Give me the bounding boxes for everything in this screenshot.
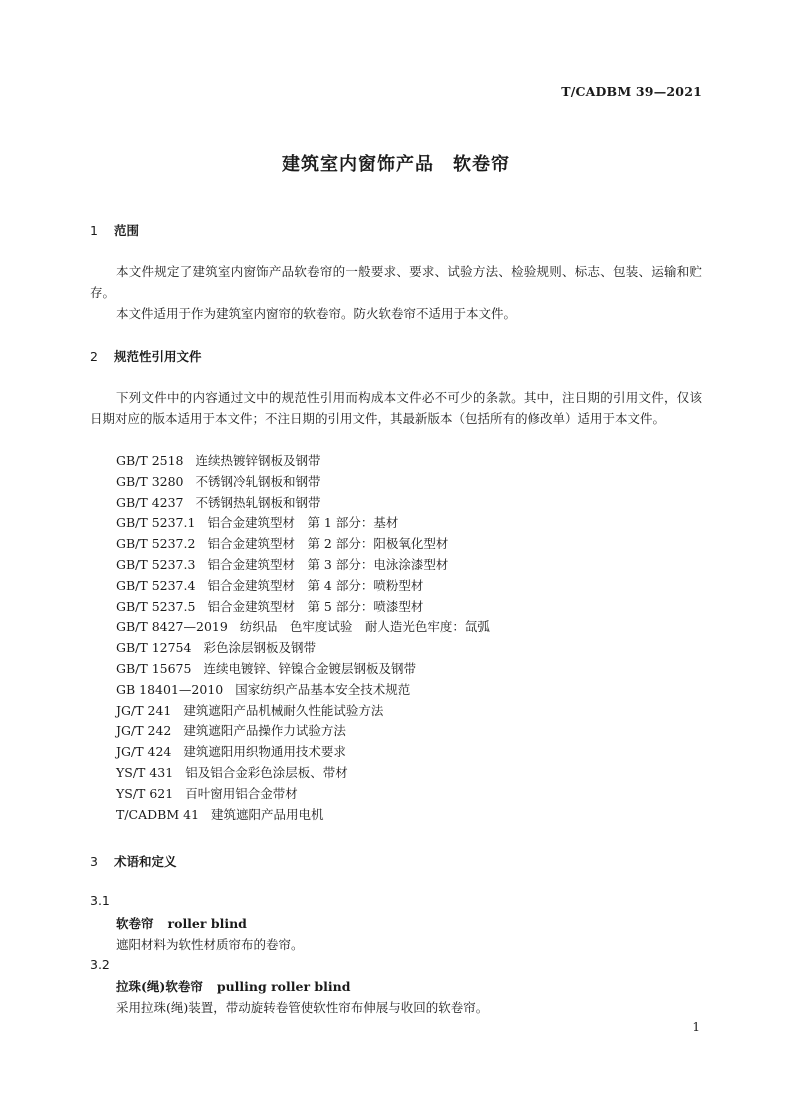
section-2-intro: 下列文件中的内容通过文中的规范性引用而构成本文件必不可少的条款。其中，注日期的引用文件，仅该日期对应的版本适用于本文件；不注日期的引用文件，其最新版本（包括所有的修改单）适用于本文件。 <box>90 390 702 426</box>
list-item <box>116 784 490 805</box>
list-item <box>116 680 490 701</box>
ref-code: GB/T 5237.2 <box>116 536 196 552</box>
list-item <box>116 555 490 576</box>
section-3-heading <box>90 852 177 870</box>
ref-title: 建筑遮阳产品机械耐久性能试验方法 <box>183 702 384 718</box>
list-item <box>116 472 490 493</box>
term-definition: 采用拉珠(绳)装置，带动旋转卷管使软性帘布伸展与收回的软卷帘。 <box>116 1000 489 1015</box>
ref-code: YS/T 621 <box>116 785 174 801</box>
ref-title: 铝及铝合金彩色涂层板、带材 <box>185 764 348 780</box>
list-item <box>116 534 490 555</box>
ref-title: 百叶窗用铝合金带材 <box>185 785 298 801</box>
ref-title: 彩色涂层钢板及钢带 <box>203 640 316 656</box>
ref-title: 连续电镀锌、锌镍合金镀层钢板及钢带 <box>203 660 416 676</box>
list-item <box>116 805 490 826</box>
ref-title: 铝合金建筑型材 第 1 部分：基材 <box>207 515 399 531</box>
list-item <box>116 451 490 472</box>
list-item <box>116 721 490 742</box>
list-item <box>116 763 490 784</box>
term-definition: 遮阳材料为软性材质帘布的卷帘。 <box>116 937 304 952</box>
ref-title: 铝合金建筑型材 第 3 部分：电泳涂漆型材 <box>207 556 449 572</box>
ref-code: GB/T 5237.4 <box>116 577 196 593</box>
ref-code: JG/T 242 <box>116 723 172 739</box>
page-number: 1 <box>692 1020 700 1034</box>
ref-code: GB 18401—2010 <box>116 681 224 697</box>
term-name-zh: 拉珠(绳)软卷帘 <box>116 979 203 994</box>
ref-code: GB/T 5237.1 <box>116 515 196 531</box>
ref-code: GB/T 5237.3 <box>116 556 196 572</box>
term-number: 3.2 <box>90 957 110 972</box>
ref-title: 建筑遮阳产品用电机 <box>211 806 324 822</box>
ref-title: 铝合金建筑型材 第 2 部分：阳极氧化型材 <box>207 536 449 552</box>
term-name <box>116 977 350 995</box>
term-name-en: roller blind <box>167 916 247 931</box>
ref-title: 铝合金建筑型材 第 4 部分：喷粉型材 <box>207 577 424 593</box>
ref-title: 不锈钢热轧钢板和钢带 <box>195 494 321 510</box>
term-number: 3.1 <box>90 893 110 908</box>
ref-title: 纺织品 色牢度试验 耐人造光色牢度：氙弧 <box>239 619 490 635</box>
list-item <box>116 638 490 659</box>
list-item <box>116 493 490 514</box>
ref-code: T/CADBM 41 <box>116 806 200 822</box>
ref-code: GB/T 4237 <box>116 494 184 510</box>
ref-code: GB/T 2518 <box>116 453 184 468</box>
ref-code: JG/T 424 <box>116 744 172 760</box>
section-number: 2 <box>90 349 98 364</box>
section-title: 术语和定义 <box>114 854 177 869</box>
section-number: 1 <box>90 223 98 238</box>
list-item <box>116 513 490 534</box>
ref-code: YS/T 431 <box>116 764 174 780</box>
section-1-paragraph-1: 本文件规定了建筑室内窗饰产品软卷帘的一般要求、要求、试验方法、检验规则、标志、包装、运输和贮存。 <box>90 264 702 300</box>
section-number: 3 <box>90 854 98 869</box>
list-item <box>116 659 490 680</box>
document-code: T/CADBM 39—2021 <box>561 84 702 99</box>
section-title: 范围 <box>114 223 140 238</box>
list-item <box>116 742 490 763</box>
ref-code: JG/T 241 <box>116 702 172 718</box>
ref-code: GB/T 8427—2019 <box>116 619 228 635</box>
section-2-heading <box>90 347 202 365</box>
section-1-paragraph-2: 本文件适用于作为建筑室内窗帘的软卷帘。防火软卷帘不适用于本文件。 <box>116 306 517 321</box>
ref-title: 不锈钢冷轧钢板和钢带 <box>195 473 321 489</box>
section-title: 规范性引用文件 <box>114 349 202 364</box>
normative-reference-list <box>116 451 490 825</box>
list-item <box>116 617 490 638</box>
ref-title: 铝合金建筑型材 第 5 部分：喷漆型材 <box>207 598 424 614</box>
list-item <box>116 701 490 722</box>
term-name-en: pulling roller blind <box>216 979 351 994</box>
ref-title: 连续热镀锌钢板及钢带 <box>195 453 321 468</box>
ref-code: GB/T 12754 <box>116 640 192 656</box>
ref-title: 国家纺织产品基本安全技术规范 <box>235 681 411 697</box>
term-name-zh: 软卷帘 <box>116 916 154 931</box>
list-item <box>116 597 490 618</box>
ref-code: GB/T 15675 <box>116 660 192 676</box>
ref-code: GB/T 5237.5 <box>116 598 196 614</box>
section-1-heading <box>90 221 139 239</box>
ref-title: 建筑遮阳产品操作力试验方法 <box>183 723 346 739</box>
ref-title: 建筑遮阳用织物通用技术要求 <box>183 744 346 760</box>
list-item <box>116 576 490 597</box>
document-title: 建筑室内窗饰产品 软卷帘 <box>282 154 510 175</box>
ref-code: GB/T 3280 <box>116 473 184 489</box>
term-name <box>116 914 247 932</box>
